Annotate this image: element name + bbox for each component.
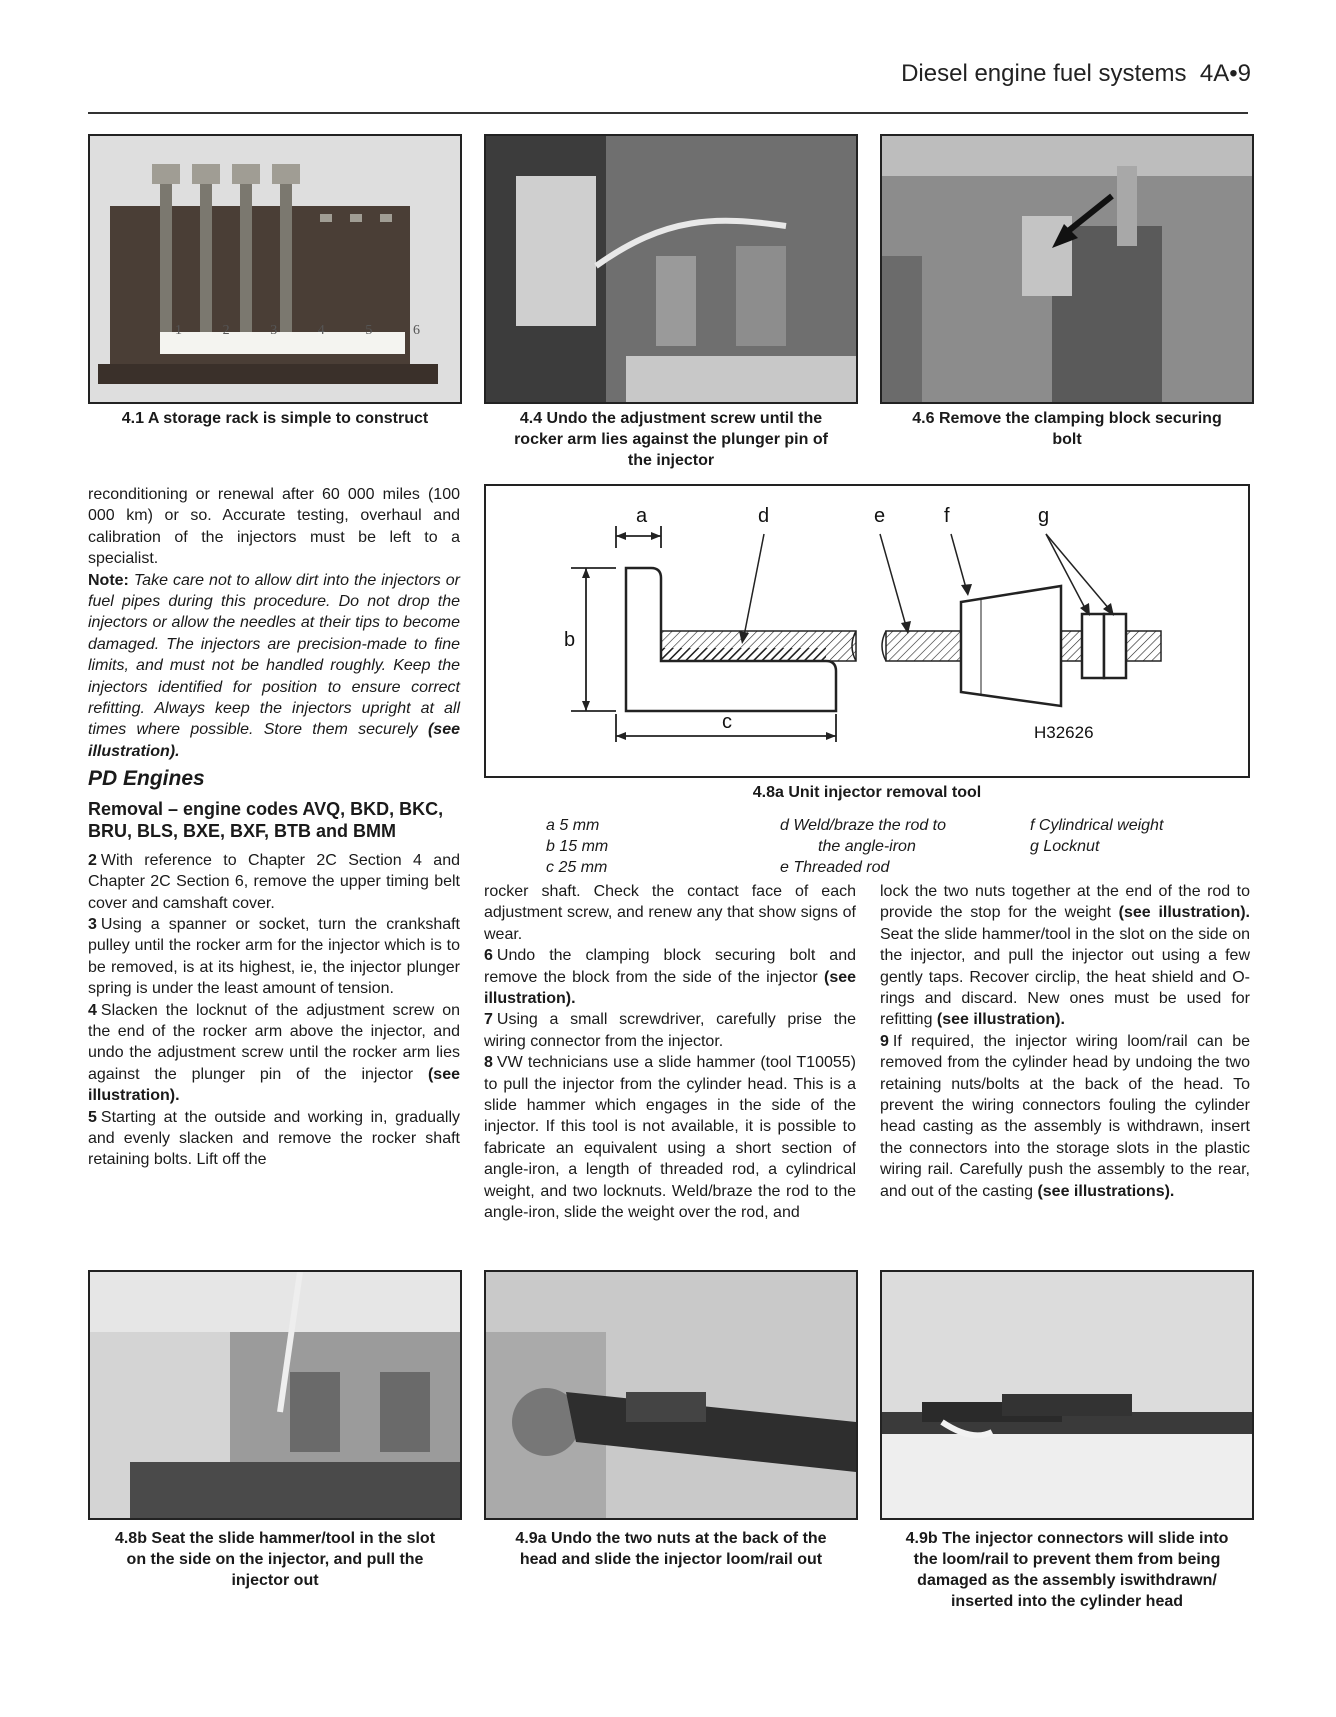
paragraph-ref: (see illustration).	[484, 968, 857, 1008]
paragraph-text: Using a small screwdriver, carefully prise the wiring connector from the injector.	[484, 1011, 856, 1050]
caption-line: 4.9b The injector connectors will slide into	[905, 1530, 1229, 1547]
label-a: a	[636, 505, 648, 527]
paragraph-2	[88, 850, 460, 914]
legend-col-3	[1030, 815, 1250, 857]
note-paragraph	[88, 570, 460, 763]
note-text: Take care not to allow dirt into the injectors or fuel pipes during this procedure. Do not drop the injectors or allow the needles at their tips to become damaged. The injectors are precision-made to fine limits, and must not be handled roughly. Keep the injectors identified for position to ensure correct refitting. Always keep the injectors upright at all times where possible. Store them securely	[88, 571, 460, 739]
paragraph-number: 5	[88, 1108, 97, 1126]
photo-loom-rail-out	[484, 1270, 858, 1520]
legend-item: c 25 mm	[546, 859, 608, 876]
paragraph-text: lock the two nuts together at the end of the rod to provide the stop for the weight	[880, 883, 1250, 922]
paragraph-7	[484, 1009, 856, 1052]
label-f: f	[944, 505, 950, 527]
caption-4-1	[88, 408, 462, 429]
caption-line: 4.4 Undo the adjustment screw until the	[519, 410, 823, 427]
page-number: 4A•9	[1199, 60, 1251, 87]
left-column	[88, 484, 460, 1171]
rack-number: 4	[317, 323, 325, 338]
caption-4-9a	[484, 1528, 858, 1570]
caption-line: 4.9a Undo the two nuts at the back of the	[515, 1530, 827, 1547]
caption-line: on the side on the injector, and pull the	[126, 1551, 424, 1568]
label-g: g	[1038, 505, 1050, 527]
legend-col-1	[546, 815, 746, 878]
paragraph-6	[484, 945, 856, 1009]
legend-item: a 5 mm	[546, 817, 600, 834]
caption-line: injector out	[231, 1572, 319, 1589]
caption-line: inserted into the cylinder head	[950, 1593, 1184, 1610]
note-label: Note:	[88, 571, 129, 589]
paragraph-9	[880, 1031, 1250, 1202]
legend-item: b 15 mm	[546, 838, 609, 855]
paragraph-8-continued	[880, 881, 1250, 1031]
photo-adjustment-screw	[484, 134, 858, 404]
paragraph-number: 6	[484, 947, 493, 965]
paragraph-4	[88, 1000, 460, 1107]
rack-number: 1	[175, 323, 182, 338]
paragraph-5	[88, 1107, 460, 1171]
paragraph-text: With reference to Chapter 2C Section 4 and Chapter 2C Section 6, remove the upper timing belt cover and camshaft cover.	[88, 851, 460, 912]
photo-storage-rack	[88, 134, 462, 404]
diagram-ref: H32626	[1034, 723, 1094, 742]
caption-line: bolt	[1052, 431, 1082, 448]
rack-number: 5	[365, 323, 373, 338]
rod-break	[852, 631, 886, 661]
locknut-2	[1104, 614, 1126, 678]
paragraph-text: VW technicians use a slide hammer (tool T10055) to pull the injector from the cylinder head. This is a slide hammer which engages in the side of the injector. If this tool is not available, it is possible to fabricate an equivalent using a short section of angle-iron, a length of threaded rod, a cylindrical weight, and two locknuts. Weld/braze the rod to the angle-iron, slide the weight over the rod, and	[484, 1054, 856, 1222]
caption-4-9b	[880, 1528, 1254, 1612]
caption-line: rocker arm lies against the plunger pin of	[514, 431, 828, 448]
caption-line: 4.6 Remove the clamping block securing	[912, 410, 1222, 427]
paragraph-number: 9	[880, 1032, 889, 1050]
caption-4-4	[484, 408, 858, 471]
rack-number: 2	[222, 323, 230, 338]
paragraph-number: 8	[484, 1054, 493, 1072]
paragraph-text: Undo the clamping block securing bolt and remove the block from the side of the injector	[484, 947, 856, 986]
legend-item: g Locknut	[1030, 838, 1100, 855]
photo-injector-connectors	[880, 1270, 1254, 1520]
header-title: Diesel engine fuel systems	[901, 60, 1187, 87]
injector-tool-diagram	[484, 484, 1250, 778]
label-d: d	[758, 505, 770, 527]
intro-paragraph: reconditioning or renewal after 60 000 miles (100 000 km) or so. Accurate testing, overhaul and calibration of the injectors must be left to a specialist.	[88, 486, 460, 568]
label-c: c	[722, 711, 732, 733]
legend-item: the angle-iron	[818, 838, 916, 855]
running-header	[901, 60, 1251, 88]
caption-line: 4.8b Seat the slide hammer/tool in the slot	[114, 1530, 436, 1547]
section-heading: PD Engines	[88, 767, 205, 791]
legend-item: e Threaded rod	[780, 859, 890, 876]
paragraph-text: Starting at the outside and working in, gradually and evenly slacken and remove the rocker shaft retaining bolts. Lift off the	[88, 1108, 460, 1169]
paragraph-5-continued: rocker shaft. Check the contact face of each adjustment screw, and renew any that show signs of wear.	[484, 883, 856, 943]
label-b: b	[564, 629, 576, 651]
threaded-rod-right	[886, 631, 961, 661]
sub-heading: Removal – engine codes AVQ, BKD, BKC, BRU, BLS, BXE, BXF, BTB and BMM	[88, 798, 444, 841]
cylindrical-weight	[961, 586, 1061, 706]
caption-line: the loom/rail to prevent them from being	[913, 1551, 1221, 1568]
paragraph-text: Seat the slide hammer/tool in the slot on the side on the injector, and pull the injector out using a few gently taps. Recover circlip, the heat shield and O-rings and discard. New ones must be used for refitting	[880, 925, 1250, 1029]
caption-line: the injector	[627, 452, 715, 469]
caption-line: damaged as the assembly iswithdrawn/	[917, 1572, 1217, 1589]
legend-item: d Weld/braze the rod to	[780, 817, 947, 834]
diagram-caption: 4.8a Unit injector removal tool	[752, 784, 982, 801]
rack-number: 3	[270, 323, 278, 338]
paragraph-text: Slacken the locknut of the adjustment screw on the end of the rocker arm above the injector, and undo the adjustment screw until the rocker arm lies against the plunger pin of the injector	[88, 1001, 460, 1083]
weld-bead	[661, 648, 826, 660]
paragraph-text: If required, the injector wiring loom/rail can be removed from the cylinder head by undoing the two retaining nuts/bolts at the back of the head. To prevent the wiring connectors fouling the cylinder head casting as the assembly is withdrawn, insert the connectors into the storage slots in the plastic wiring rail. Carefully push the assembly to the rear, and out of the casting	[880, 1032, 1250, 1200]
paragraph-8	[484, 1052, 856, 1223]
paragraph-ref: (see illustration).	[936, 1011, 1065, 1029]
paragraph-number: 4	[88, 1001, 97, 1019]
middle-column	[484, 881, 856, 1224]
rack-number: 6	[412, 323, 420, 338]
paragraph-number: 7	[484, 1011, 493, 1029]
paragraph-3	[88, 914, 460, 1000]
header-rule	[88, 112, 1248, 114]
caption-4-6	[880, 408, 1254, 450]
paragraph-number: 3	[88, 915, 97, 933]
rack-number-labels	[175, 323, 420, 339]
caption-4-8b	[88, 1528, 462, 1591]
paragraph-text: Using a spanner or socket, turn the crankshaft pulley until the rocker arm for the injector which is to be removed, is at its highest, ie, the injector plunger spring is under the least amount of tension.	[88, 915, 460, 998]
caption-line: 4.1 A storage rack is simple to construct	[121, 410, 429, 427]
label-e: e	[874, 505, 886, 527]
legend-item: f Cylindrical weight	[1030, 817, 1164, 834]
paragraph-ref: (see illustration).	[88, 1065, 460, 1105]
paragraph-ref: (see illustrations).	[1037, 1182, 1175, 1200]
diagram-svg	[486, 486, 1248, 776]
paragraph-ref: (see illustration).	[1118, 904, 1251, 922]
legend-col-2	[780, 815, 1000, 878]
caption-line: head and slide the injector loom/rail out	[519, 1551, 823, 1568]
note-ref: (see illustration).	[88, 721, 460, 760]
photo-clamping-block	[880, 134, 1254, 404]
paragraph-number: 2	[88, 851, 97, 869]
right-column	[880, 881, 1250, 1202]
locknut-1	[1082, 614, 1104, 678]
photo-slide-hammer	[88, 1270, 462, 1520]
